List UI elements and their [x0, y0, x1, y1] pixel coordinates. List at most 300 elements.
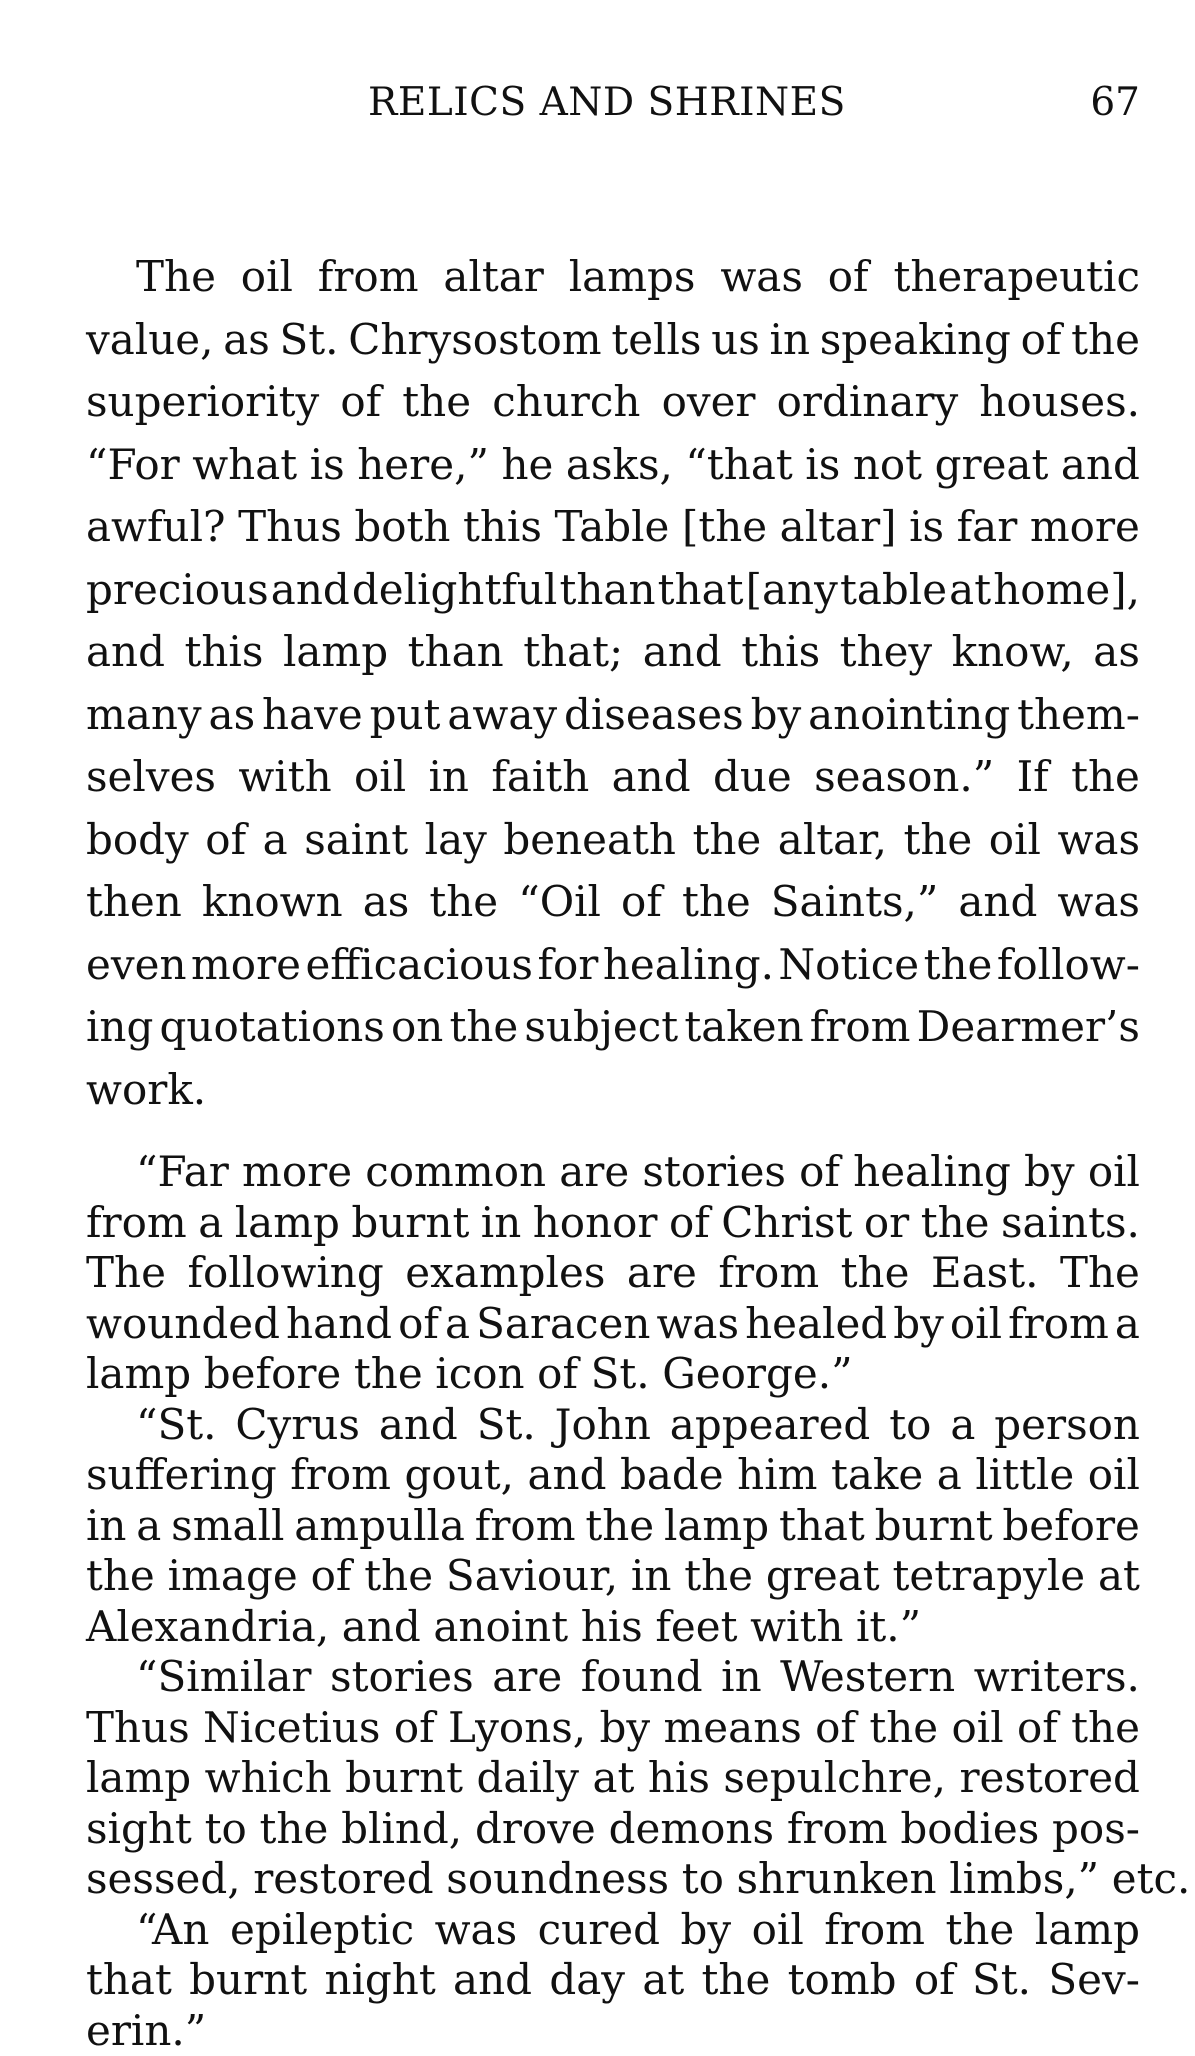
word: then [86, 871, 182, 934]
word: gout, [405, 1450, 514, 1501]
word: delightful [352, 559, 557, 622]
word: the [684, 1551, 753, 1602]
word: oil [752, 1905, 804, 1956]
word: from [86, 1198, 187, 1249]
word: and [643, 621, 722, 684]
word: that [779, 1501, 865, 1552]
word: of [669, 1198, 710, 1249]
word: are [627, 1248, 697, 1299]
word: than [559, 559, 655, 622]
word: stories [330, 1652, 474, 1703]
text-line [86, 1501, 1140, 1552]
text-line [86, 1804, 1140, 1855]
word: and [271, 559, 350, 622]
word: the [354, 1349, 423, 1400]
word: from [1008, 1299, 1109, 1350]
text-line [86, 1905, 1140, 1956]
text-line [86, 2006, 1140, 2056]
word: is [310, 434, 345, 497]
word: body [86, 809, 189, 872]
word: the [449, 996, 518, 1059]
word: person [994, 1400, 1140, 1451]
word: the [1071, 309, 1140, 372]
word: by [681, 1905, 732, 1956]
text-line [86, 1059, 1140, 1122]
running-title: RELICS AND SHRINES [368, 80, 846, 125]
word: at [593, 1753, 635, 1804]
word: church [492, 371, 640, 434]
word: are [492, 1652, 562, 1703]
word: the [945, 1905, 1014, 1956]
word: of [828, 246, 869, 309]
word: the [86, 1551, 155, 1602]
word: and [612, 746, 691, 809]
word: from [787, 1804, 888, 1855]
word: know, [952, 621, 1074, 684]
word: this [741, 621, 820, 684]
word: little [975, 1450, 1074, 1501]
text-line [86, 1652, 1140, 1703]
word: season.” [814, 746, 994, 809]
word: Thus [86, 1703, 190, 1754]
word: with [750, 1602, 843, 1653]
word: was [720, 246, 803, 309]
word: of [205, 809, 246, 872]
word: Nicetius [203, 1703, 380, 1754]
word: the [260, 1804, 329, 1855]
word: before [204, 1349, 342, 1400]
text-line [86, 1703, 1140, 1754]
word: lay [425, 809, 487, 872]
word: St. [280, 309, 339, 372]
word: oil [950, 1299, 1002, 1350]
word: demons [609, 1804, 774, 1855]
word: here,” [357, 434, 489, 497]
word: he [501, 434, 553, 497]
word: sepulchre, [723, 1753, 946, 1804]
word: are [559, 1147, 629, 1198]
word: with [238, 746, 331, 809]
word: common [365, 1147, 546, 1198]
word: “Oil [518, 871, 601, 934]
word: lamp [664, 1501, 769, 1552]
word: hand [286, 1299, 392, 1350]
word: Western [780, 1652, 955, 1703]
word: bodies [900, 1804, 1039, 1855]
word: St. [972, 1955, 1031, 2006]
quotation-paragraph [86, 1652, 1140, 1905]
word: was [1057, 809, 1140, 872]
word: a [263, 809, 288, 872]
word: great [935, 434, 1049, 497]
word: oil [1088, 1450, 1140, 1501]
word: to [682, 1854, 724, 1905]
word: in [721, 1652, 761, 1703]
word: [the [682, 496, 767, 559]
word: as [363, 871, 410, 934]
word: which [205, 1753, 332, 1804]
word: quotations [160, 996, 385, 1059]
word: blind, [341, 1804, 462, 1855]
word: East. [931, 1248, 1038, 1299]
word: a [445, 1299, 470, 1350]
word: daily [477, 1753, 580, 1804]
word: lamp [1035, 1905, 1140, 1956]
word: by [1024, 1147, 1075, 1198]
word: burnt [875, 1501, 993, 1552]
word: of [1021, 309, 1062, 372]
word: beneath [503, 809, 676, 872]
word: therapeutic [893, 246, 1140, 309]
word: Saviour, [446, 1551, 618, 1602]
word: Chrysostom [348, 309, 601, 372]
text-line [86, 746, 1140, 809]
text-line [86, 1450, 1140, 1501]
word: a [198, 1198, 223, 1249]
word: the [364, 1551, 433, 1602]
word: more [1030, 496, 1140, 559]
text-line [86, 1602, 1140, 1653]
word: by [751, 684, 802, 747]
word: altar [443, 246, 543, 309]
word: for [537, 934, 598, 997]
word: the [429, 871, 498, 934]
word: that [86, 1955, 172, 2006]
word: the [702, 1955, 771, 2006]
word: his [648, 1753, 710, 1804]
word: his [581, 1602, 643, 1653]
quotation-paragraph [86, 1147, 1140, 1400]
book-page [86, 72, 1140, 2056]
text-line [86, 996, 1140, 1059]
word: him [737, 1450, 817, 1501]
text-line [86, 1753, 1140, 1804]
word: is [909, 496, 944, 559]
running-head [86, 72, 1140, 132]
word: Alexandria, [86, 1602, 329, 1653]
word: and [342, 1602, 421, 1653]
word: tells [611, 309, 701, 372]
word: the [1071, 746, 1140, 809]
word: of [815, 1703, 856, 1754]
word: Cyrus [235, 1400, 360, 1451]
word: If [1017, 746, 1049, 809]
text-line [86, 1299, 1140, 1350]
word: faith [491, 746, 589, 809]
word: erin.” [86, 2006, 206, 2056]
word: feet [655, 1602, 737, 1653]
word: image [168, 1551, 298, 1602]
word: and [527, 1450, 606, 1501]
word: the [841, 1248, 910, 1299]
word: tetrapyle [893, 1551, 1086, 1602]
word: was [656, 1299, 739, 1350]
word: lamp [86, 1753, 191, 1804]
word: a [1115, 1299, 1140, 1350]
word: and [453, 1955, 532, 2006]
word: found [581, 1652, 703, 1703]
word: ing [86, 996, 153, 1059]
word: it.” [856, 1602, 921, 1653]
word: value, [86, 309, 213, 372]
word: in [481, 1198, 521, 1249]
word: shrunken [736, 1854, 936, 1905]
word: following [187, 1248, 383, 1299]
word: epileptic [230, 1905, 414, 1956]
word: of [340, 371, 381, 434]
word: restored [253, 1854, 433, 1905]
word: John [555, 1400, 651, 1451]
word: that; [523, 621, 623, 684]
word: what [192, 434, 297, 497]
word: they [840, 621, 933, 684]
word: over [662, 371, 756, 434]
word: by [600, 1703, 651, 1754]
word: “Far [136, 1147, 229, 1198]
word: due [713, 746, 792, 809]
word: from [475, 1501, 576, 1552]
word: the [402, 371, 471, 434]
word: examples [405, 1248, 605, 1299]
word: Dearmer’s [917, 996, 1140, 1059]
word: ordinary [777, 371, 959, 434]
word: and [1061, 434, 1140, 497]
word: not [853, 434, 922, 497]
word: of [398, 1299, 439, 1350]
word: limbs,” [949, 1854, 1099, 1905]
word: bade [620, 1450, 724, 1501]
word: lamp [235, 1198, 340, 1249]
word: small [171, 1501, 284, 1552]
text-line [86, 1248, 1140, 1299]
word: anoint [433, 1602, 568, 1653]
word: appeared [670, 1400, 871, 1451]
word: the [1071, 1703, 1140, 1754]
word: Christ [721, 1198, 852, 1249]
word: at [949, 559, 991, 622]
word: great [766, 1551, 880, 1602]
word: in [86, 1501, 126, 1552]
word: even [86, 934, 187, 997]
word: them- [1017, 684, 1140, 747]
word: than [408, 621, 504, 684]
word: of [1017, 1703, 1058, 1754]
word: was [435, 1905, 518, 1956]
word: in [770, 309, 810, 372]
word: at [1098, 1551, 1140, 1602]
word: Lyons, [448, 1703, 586, 1754]
word: lamp [86, 1349, 191, 1400]
word: drove [475, 1804, 596, 1855]
word: more [242, 1147, 352, 1198]
word: restored [959, 1753, 1139, 1804]
word: Saints,” [771, 871, 939, 934]
word: and [958, 871, 1037, 934]
word: Thus [238, 496, 342, 559]
word: healing [853, 1147, 1011, 1198]
word: and [379, 1400, 458, 1451]
word: taken [684, 996, 803, 1059]
word: Saracen [476, 1299, 650, 1350]
word: oil [354, 746, 406, 809]
word: away [447, 684, 557, 747]
word: as [223, 309, 270, 372]
word: St. [591, 1349, 650, 1400]
word: altar, [778, 809, 887, 872]
word: Table [554, 496, 669, 559]
word: home], [993, 559, 1140, 622]
word: from [318, 246, 419, 309]
word: asks, [566, 434, 673, 497]
word: means [663, 1703, 801, 1754]
word: us [711, 309, 760, 372]
word: pos- [1052, 1804, 1140, 1855]
text-line [86, 1955, 1140, 2006]
body-paragraph [86, 246, 1140, 1121]
text-line [86, 1854, 1140, 1905]
word: burnt [351, 1198, 469, 1249]
word: sessed, [86, 1854, 241, 1905]
word: oil [951, 1703, 1003, 1754]
word: houses. [979, 371, 1140, 434]
word: the [692, 809, 761, 872]
word: take [831, 1450, 923, 1501]
word: burnt [189, 1955, 307, 2006]
word: “St. [136, 1400, 216, 1451]
word: healed [745, 1299, 887, 1350]
word: saint [304, 809, 408, 872]
word: oil [1088, 1147, 1140, 1198]
word: altar] [780, 496, 897, 559]
text-line [86, 1400, 1140, 1451]
word: oil [989, 809, 1041, 872]
word: precious [86, 559, 269, 622]
text-line [86, 684, 1140, 747]
word: a [937, 1450, 962, 1501]
text-line [86, 1551, 1140, 1602]
text-line [86, 1198, 1140, 1249]
word: speaking [820, 309, 1011, 372]
quotation-paragraph [86, 1400, 1140, 1653]
word: known [202, 871, 343, 934]
block-quotations [86, 1147, 1140, 2056]
text-line [86, 1349, 1140, 1400]
word: of [621, 871, 662, 934]
text-line [86, 309, 1140, 372]
word: table [840, 559, 947, 622]
word: ampulla [294, 1501, 465, 1552]
word: more [191, 934, 301, 997]
word: etc. [1112, 1854, 1191, 1905]
text-line [86, 621, 1140, 684]
word: put [370, 684, 441, 747]
page-number: 67 [1090, 80, 1140, 125]
word: suffering [86, 1450, 277, 1501]
word: of [537, 1349, 578, 1400]
word: the [924, 934, 993, 997]
word: of [799, 1147, 840, 1198]
word: healing. [603, 934, 774, 997]
word: tomb [788, 1955, 897, 2006]
word: lamp [283, 621, 388, 684]
word: anointing [808, 684, 1010, 747]
word: “that [685, 434, 792, 497]
word: George.” [662, 1349, 852, 1400]
word: the [921, 1198, 990, 1249]
word: and [86, 621, 165, 684]
word: this [185, 621, 264, 684]
word: lamps [569, 246, 696, 309]
word: the [869, 1703, 938, 1754]
word: saints. [1001, 1198, 1140, 1249]
word: icon [435, 1349, 524, 1400]
word: superiority [86, 371, 319, 434]
word: “Similar [136, 1652, 312, 1703]
text-line [86, 1147, 1140, 1198]
word: day [549, 1955, 625, 2006]
word: is [805, 434, 840, 497]
word: work. [86, 1059, 206, 1122]
quotation-paragraph [86, 1905, 1140, 2056]
word: of [394, 1703, 435, 1754]
word: from [810, 996, 911, 1059]
word: “For [86, 434, 180, 497]
text-line [86, 934, 1140, 997]
text-line [86, 246, 1140, 309]
word: or [864, 1198, 909, 1249]
word: this [463, 496, 542, 559]
word: have [262, 684, 363, 747]
word: The [136, 246, 216, 309]
word: many [86, 684, 202, 747]
word: from [290, 1450, 391, 1501]
word: soundness [446, 1854, 669, 1905]
text-line [86, 871, 1140, 934]
word: that [658, 559, 744, 622]
word: follow- [997, 934, 1140, 997]
word: as [209, 684, 256, 747]
word: honor [533, 1198, 658, 1249]
word: was [1057, 871, 1140, 934]
word: by [893, 1299, 944, 1350]
text-line [86, 371, 1140, 434]
word: diseases [564, 684, 744, 747]
word: burnt [345, 1753, 463, 1804]
word: The [86, 1248, 166, 1299]
word: to [889, 1400, 931, 1451]
word: subject [524, 996, 678, 1059]
text-line [86, 559, 1140, 622]
word: Sev- [1048, 1955, 1140, 2006]
word: a [136, 1501, 161, 1552]
word: of [311, 1551, 352, 1602]
word: of [914, 1955, 955, 2006]
text-line [86, 434, 1140, 497]
word: efficacious [305, 934, 533, 997]
word: a [950, 1400, 975, 1451]
word: The [1060, 1248, 1140, 1299]
word: from [718, 1248, 819, 1299]
word: the [682, 871, 751, 934]
word: as [1093, 621, 1140, 684]
word: Notice [778, 934, 919, 997]
word: writers. [974, 1652, 1140, 1703]
word: at [642, 1955, 684, 2006]
word: from [824, 1905, 925, 1956]
word: the [904, 809, 973, 872]
word: in [428, 746, 468, 809]
word: to [205, 1804, 247, 1855]
